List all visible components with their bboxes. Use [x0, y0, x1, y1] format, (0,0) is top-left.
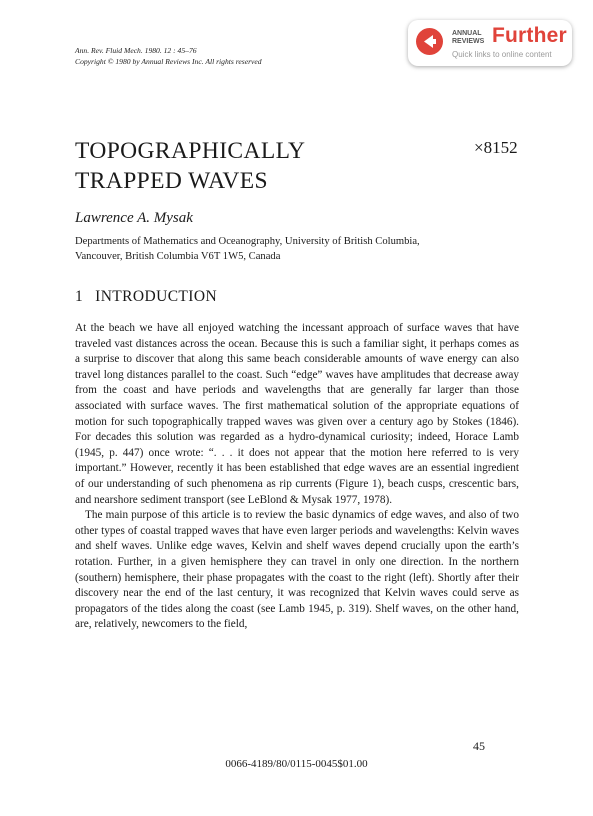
journal-citation	[75, 45, 262, 67]
annual-reviews-logo-text: ANNUAL REVIEWS	[452, 30, 485, 45]
back-arrow-icon	[416, 28, 443, 55]
page-number: 45	[473, 739, 485, 753]
footer-code: 0066-4189/80/0115-0045$01.00	[225, 758, 368, 770]
affiliation-line-2: Vancouver, British Columbia V6T 1W5, Canada	[75, 251, 281, 262]
citation-line-2: Copyright © 1980 by Annual Reviews Inc. All rights reserved	[75, 57, 262, 66]
further-banner[interactable]	[408, 20, 572, 66]
affiliation-line-1: Departments of Mathematics and Oceanography, University of British Columbia,	[75, 236, 420, 247]
author-affiliation	[75, 234, 525, 264]
title-line-1: TOPOGRAPHICALLY	[75, 138, 306, 164]
section-title: INTRODUCTION	[95, 288, 218, 305]
further-label: Further	[492, 24, 567, 47]
article-title	[75, 136, 435, 196]
article-code: ×8152	[474, 138, 518, 157]
section-heading	[75, 288, 217, 306]
citation-line-1: Ann. Rev. Fluid Mech. 1980. 12 : 45–76	[75, 46, 197, 55]
section-number: 1	[75, 288, 84, 305]
title-line-2: TRAPPED WAVES	[75, 168, 269, 194]
article-body	[75, 321, 519, 633]
paragraph: The main purpose of this article is to review the basic dynamics of edge waves, and also of two other types of coastal trapped waves that have even larger periods and wavelengths: Kelvin waves and shelf waves. Unlike edge waves, Kelvin and shelf waves depend crucially upon the earth’s rotation. Further, in a given hemisphere they can travel in only one direction. In the northern (southern) hemisphere, their phase propagates with the coast to the right (left). Shortly after their discovery near the end of the last century, it was recognized that Kelvin waves could serve as propagators of the tides along the coast (see Lamb 1945, p. 319). Shelf waves, on the other hand, are, relatively, newcomers to the field,	[75, 509, 519, 631]
paragraph: At the beach we have all enjoyed watching the incessant approach of surface waves that have traveled vast distances across the ocean. Because this is such a familiar sight, it perhaps comes as a surprise to discover that along this same beach considerable amounts of wave energy can also travel long distances parallel to the coast. Such “edge” waves have amplitudes that decrease away from the coast and have periods and wavelengths that are generally far larger than those associated with surface waves. The first mathematical solution of the appropriate equations of motion for such topographically trapped waves was given over a century ago by Stokes (1846). For decades this solution was regarded as a hydro-dynamical curiosity; indeed, Horace Lamb (1945, p. 447) once wrote: “. . . it does not appear that the motion here referred to is very important.” However, recently it has been established that edge waves are an essential ingredient of our understanding of such phenomena as rip currents (Figure 1), beach cusps, crescentic bars, and nearshore sediment transport (see LeBlond & Mysak 1977, 1978).	[75, 322, 519, 506]
further-subtitle: Quick links to online content	[452, 50, 552, 59]
author-name: Lawrence A. Mysak	[75, 210, 193, 226]
